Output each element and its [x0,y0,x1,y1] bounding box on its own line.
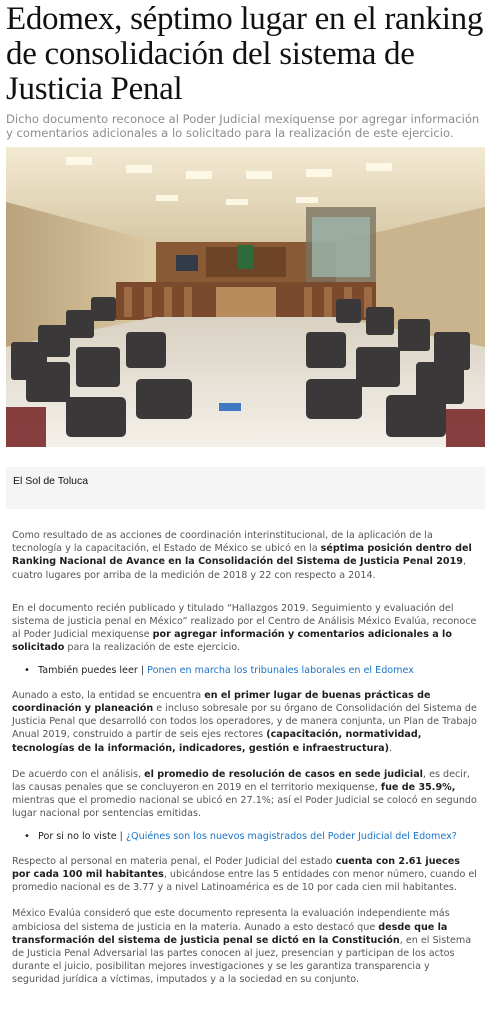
related-link-magistrados[interactable]: ¿Quiénes son los nuevos magistrados del Poder Judicial del Edomex? [125,830,457,842]
paragraph-3 [12,689,478,755]
courtroom-illustration [6,147,485,447]
text-bold: cuenta con 2.61 jueces por cada 100 mil habitantes [12,855,460,881]
text-bold: fue de 35.9%, [380,782,456,794]
text-run: , en el Sistema de Justicia Penal Adversarial las partes conocen al juez, presencian y participan de los actos durante el juicio, posibilitan mejores investigaciones y se les garantiza transparencia y seguridad jurídica a víctimas, imputados y a la sociedad en su conjunto. [12,934,472,986]
text-run: Aunado a esto, la entidad se encuentra [12,689,205,701]
text-bold: (capacitación, normatividad, tecnologías de la información, indicadores, gestión e infraestructura) [12,729,422,754]
bullet-icon: • [24,664,30,676]
text-run: mientras que el promedio nacional se ubicó en 27.1%; así el Poder Judicial se colocó en segundo lugar nacional por sentencias emitidas. [12,795,477,820]
article-deck: Dicho documento reconoce al Poder Judicial mexiquense por agregar información y comentarios adicionales a lo solicitado para la realización de este ejercicio. [6,112,480,140]
text-run: e incluso sobresale por su órgano de Consolidación del Sistema de Justicia Penal que desarrolló con todos los operadores, y de manera conjunta, un Plan de Trabajo Anual 2019, construido a partir de seis ejes rectores [12,703,477,741]
byline-box [6,467,485,509]
text-bold: desde que la transformación del sistema de justicia penal se dictó en la Constitución [12,921,448,946]
text-bold: en el primer lugar de buenas prácticas de coordinación y planeación [12,689,431,715]
article-body [0,529,491,987]
related-link-tribunales[interactable]: Ponen en marcha los tribunales laborales en el Edomex [147,664,414,676]
byline-source: El Sol de Toluca [13,475,89,487]
text-run: , es decir, las causas penales que se concluyeron en 2019 en el territorio mexiquense, [12,768,470,794]
text-bold: séptima posición dentro del Ranking Nacional de Avance en la Consolidación del Sistema de Justicia Penal 2019 [12,543,472,568]
paragraph-6 [12,907,478,986]
article-headline: Edomex, séptimo lugar en el ranking de consolidación del sistema de Justicia Penal [6,1,484,107]
related-sep: | [116,830,126,842]
paragraph-1 [12,529,478,582]
related-item-2 [24,830,478,843]
related-lead: Por si no lo viste [38,830,117,842]
paragraph-5 [12,855,478,895]
related-item-1 [24,664,478,677]
text-run: . [389,742,393,754]
text-run: En el documento recién publicado y titulado “Hallazgos 2019. Seguimiento y evaluación del sistema de justicia penal en México” realizado por el Centro de Análisis México Evalúa, reconoce al Poder Judicial mexiquense [12,602,477,641]
text-run: Como resultado de as acciones de coordinación interinstitucional, de la aplicación de la tecnología y la capacitación, el Estado de México se ubicó en la [12,530,433,555]
text-run: Respecto al personal en materia penal, el Poder Judicial del estado [12,855,336,867]
text-run: , cuatro lugares por arriba de la medición de 2018 y 22 con respecto a 2014. [12,556,467,581]
paragraph-2 [12,602,478,655]
related-sep: | [137,664,148,676]
text-run: , ubicándose entre las 5 entidades con menor número, cuando el promedio nacional es de 3.77 y a nivel Latinoamérica es de 10 por cada cien mil habitantes. [12,869,477,894]
related-lead: También puedes leer [38,664,138,676]
text-run: México Evalúa consideró que este documento representa la evaluación independiente más ambiciosa del sistema de justicia en la materia. Aunado a esto destacó que [12,908,450,933]
text-run: De acuerdo con el análisis, [12,768,145,780]
paragraph-4 [12,768,478,821]
text-bold: por agregar información y comentarios adicionales a lo solicitado [12,629,452,654]
text-bold: el promedio de resolución de casos en sede judicial [144,768,423,780]
text-run: para la realización de este ejercicio. [64,642,241,654]
article-photo-courtroom[interactable] [6,147,485,447]
bullet-icon: • [24,830,30,842]
